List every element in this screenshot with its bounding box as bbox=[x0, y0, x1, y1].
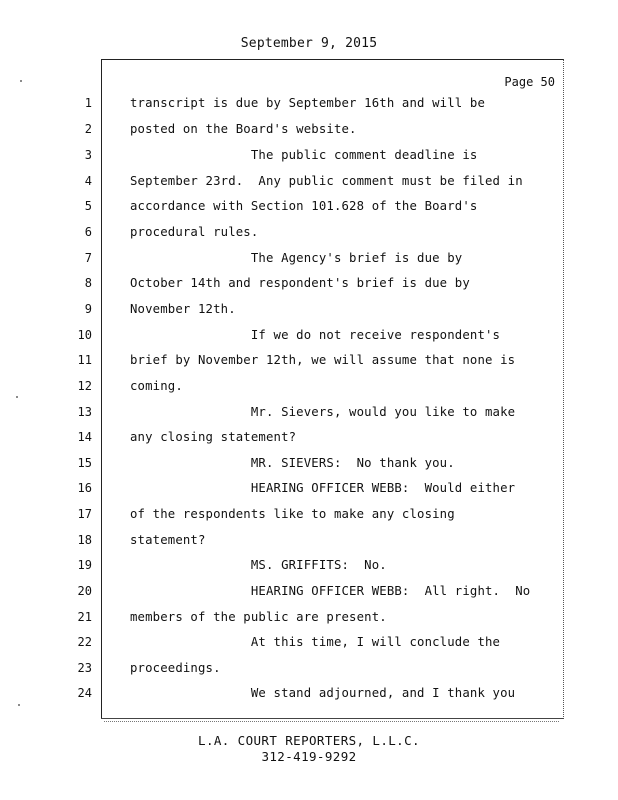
line-number: 21 bbox=[77, 610, 92, 624]
line-number: 23 bbox=[77, 661, 92, 675]
transcript-line: accordance with Section 101.628 of the Board's bbox=[130, 199, 478, 213]
transcript-line: MR. SIEVERS: No thank you. bbox=[130, 456, 455, 470]
transcript-line: November 12th. bbox=[130, 302, 236, 316]
transcript-line: If we do not receive respondent's bbox=[130, 328, 501, 342]
page-number-label: Page 50 bbox=[504, 75, 555, 89]
line-number: 4 bbox=[84, 174, 92, 188]
line-number: 19 bbox=[77, 558, 92, 572]
transcript-line: We stand adjourned, and I thank you bbox=[130, 686, 516, 700]
line-number: 24 bbox=[77, 686, 92, 700]
line-number: 8 bbox=[84, 276, 92, 290]
line-number: 6 bbox=[84, 225, 92, 239]
line-number: 7 bbox=[84, 251, 92, 265]
transcript-line: of the respondents like to make any closing bbox=[130, 507, 455, 521]
line-number: 22 bbox=[77, 635, 92, 649]
transcript-line: members of the public are present. bbox=[130, 610, 387, 624]
scan-speck bbox=[16, 396, 18, 398]
transcript-line: October 14th and respondent's brief is due by bbox=[130, 276, 470, 290]
transcript-line: posted on the Board's website. bbox=[130, 122, 357, 136]
court-reporter-phone: 312-419-9292 bbox=[261, 749, 357, 764]
frame-bottom-border bbox=[101, 718, 564, 719]
transcript-line: procedural rules. bbox=[130, 225, 259, 239]
line-number: 18 bbox=[77, 533, 92, 547]
court-reporter-company: L.A. COURT REPORTERS, L.L.C. bbox=[198, 733, 420, 748]
transcript-line: HEARING OFFICER WEBB: All right. No bbox=[130, 584, 531, 598]
line-number: 14 bbox=[77, 430, 92, 444]
line-number: 12 bbox=[77, 379, 92, 393]
scan-speck bbox=[20, 80, 22, 82]
transcript-line: The Agency's brief is due by bbox=[130, 251, 463, 265]
transcript-line: brief by November 12th, we will assume that none is bbox=[130, 353, 516, 367]
transcript-line: MS. GRIFFITS: No. bbox=[130, 558, 387, 572]
transcript-line: HEARING OFFICER WEBB: Would either bbox=[130, 481, 516, 495]
transcript-line: proceedings. bbox=[130, 661, 221, 675]
line-number: 11 bbox=[77, 353, 92, 367]
line-number: 20 bbox=[77, 584, 92, 598]
frame-bottom-dotted-rule bbox=[104, 721, 559, 722]
line-number: 5 bbox=[84, 199, 92, 213]
line-number: 10 bbox=[77, 328, 92, 342]
line-number: 13 bbox=[77, 405, 92, 419]
line-number: 2 bbox=[84, 122, 92, 136]
transcript-line: statement? bbox=[130, 533, 206, 547]
transcript-line: The public comment deadline is bbox=[130, 148, 478, 162]
scan-speck bbox=[18, 704, 20, 706]
transcript-line: any closing statement? bbox=[130, 430, 297, 444]
transcript-date-header: September 9, 2015 bbox=[240, 36, 378, 51]
transcript-line: coming. bbox=[130, 379, 183, 393]
line-number: 1 bbox=[84, 96, 92, 110]
line-number: 16 bbox=[77, 481, 92, 495]
line-number: 9 bbox=[84, 302, 92, 316]
transcript-line: transcript is due by September 16th and will be bbox=[130, 96, 486, 110]
transcript-line: Mr. Sievers, would you like to make bbox=[130, 405, 516, 419]
line-number: 3 bbox=[84, 148, 92, 162]
transcript-line: September 23rd. Any public comment must be filed in bbox=[130, 174, 523, 188]
line-number: 17 bbox=[77, 507, 92, 521]
line-number: 15 bbox=[77, 456, 92, 470]
transcript-line: At this time, I will conclude the bbox=[130, 635, 501, 649]
